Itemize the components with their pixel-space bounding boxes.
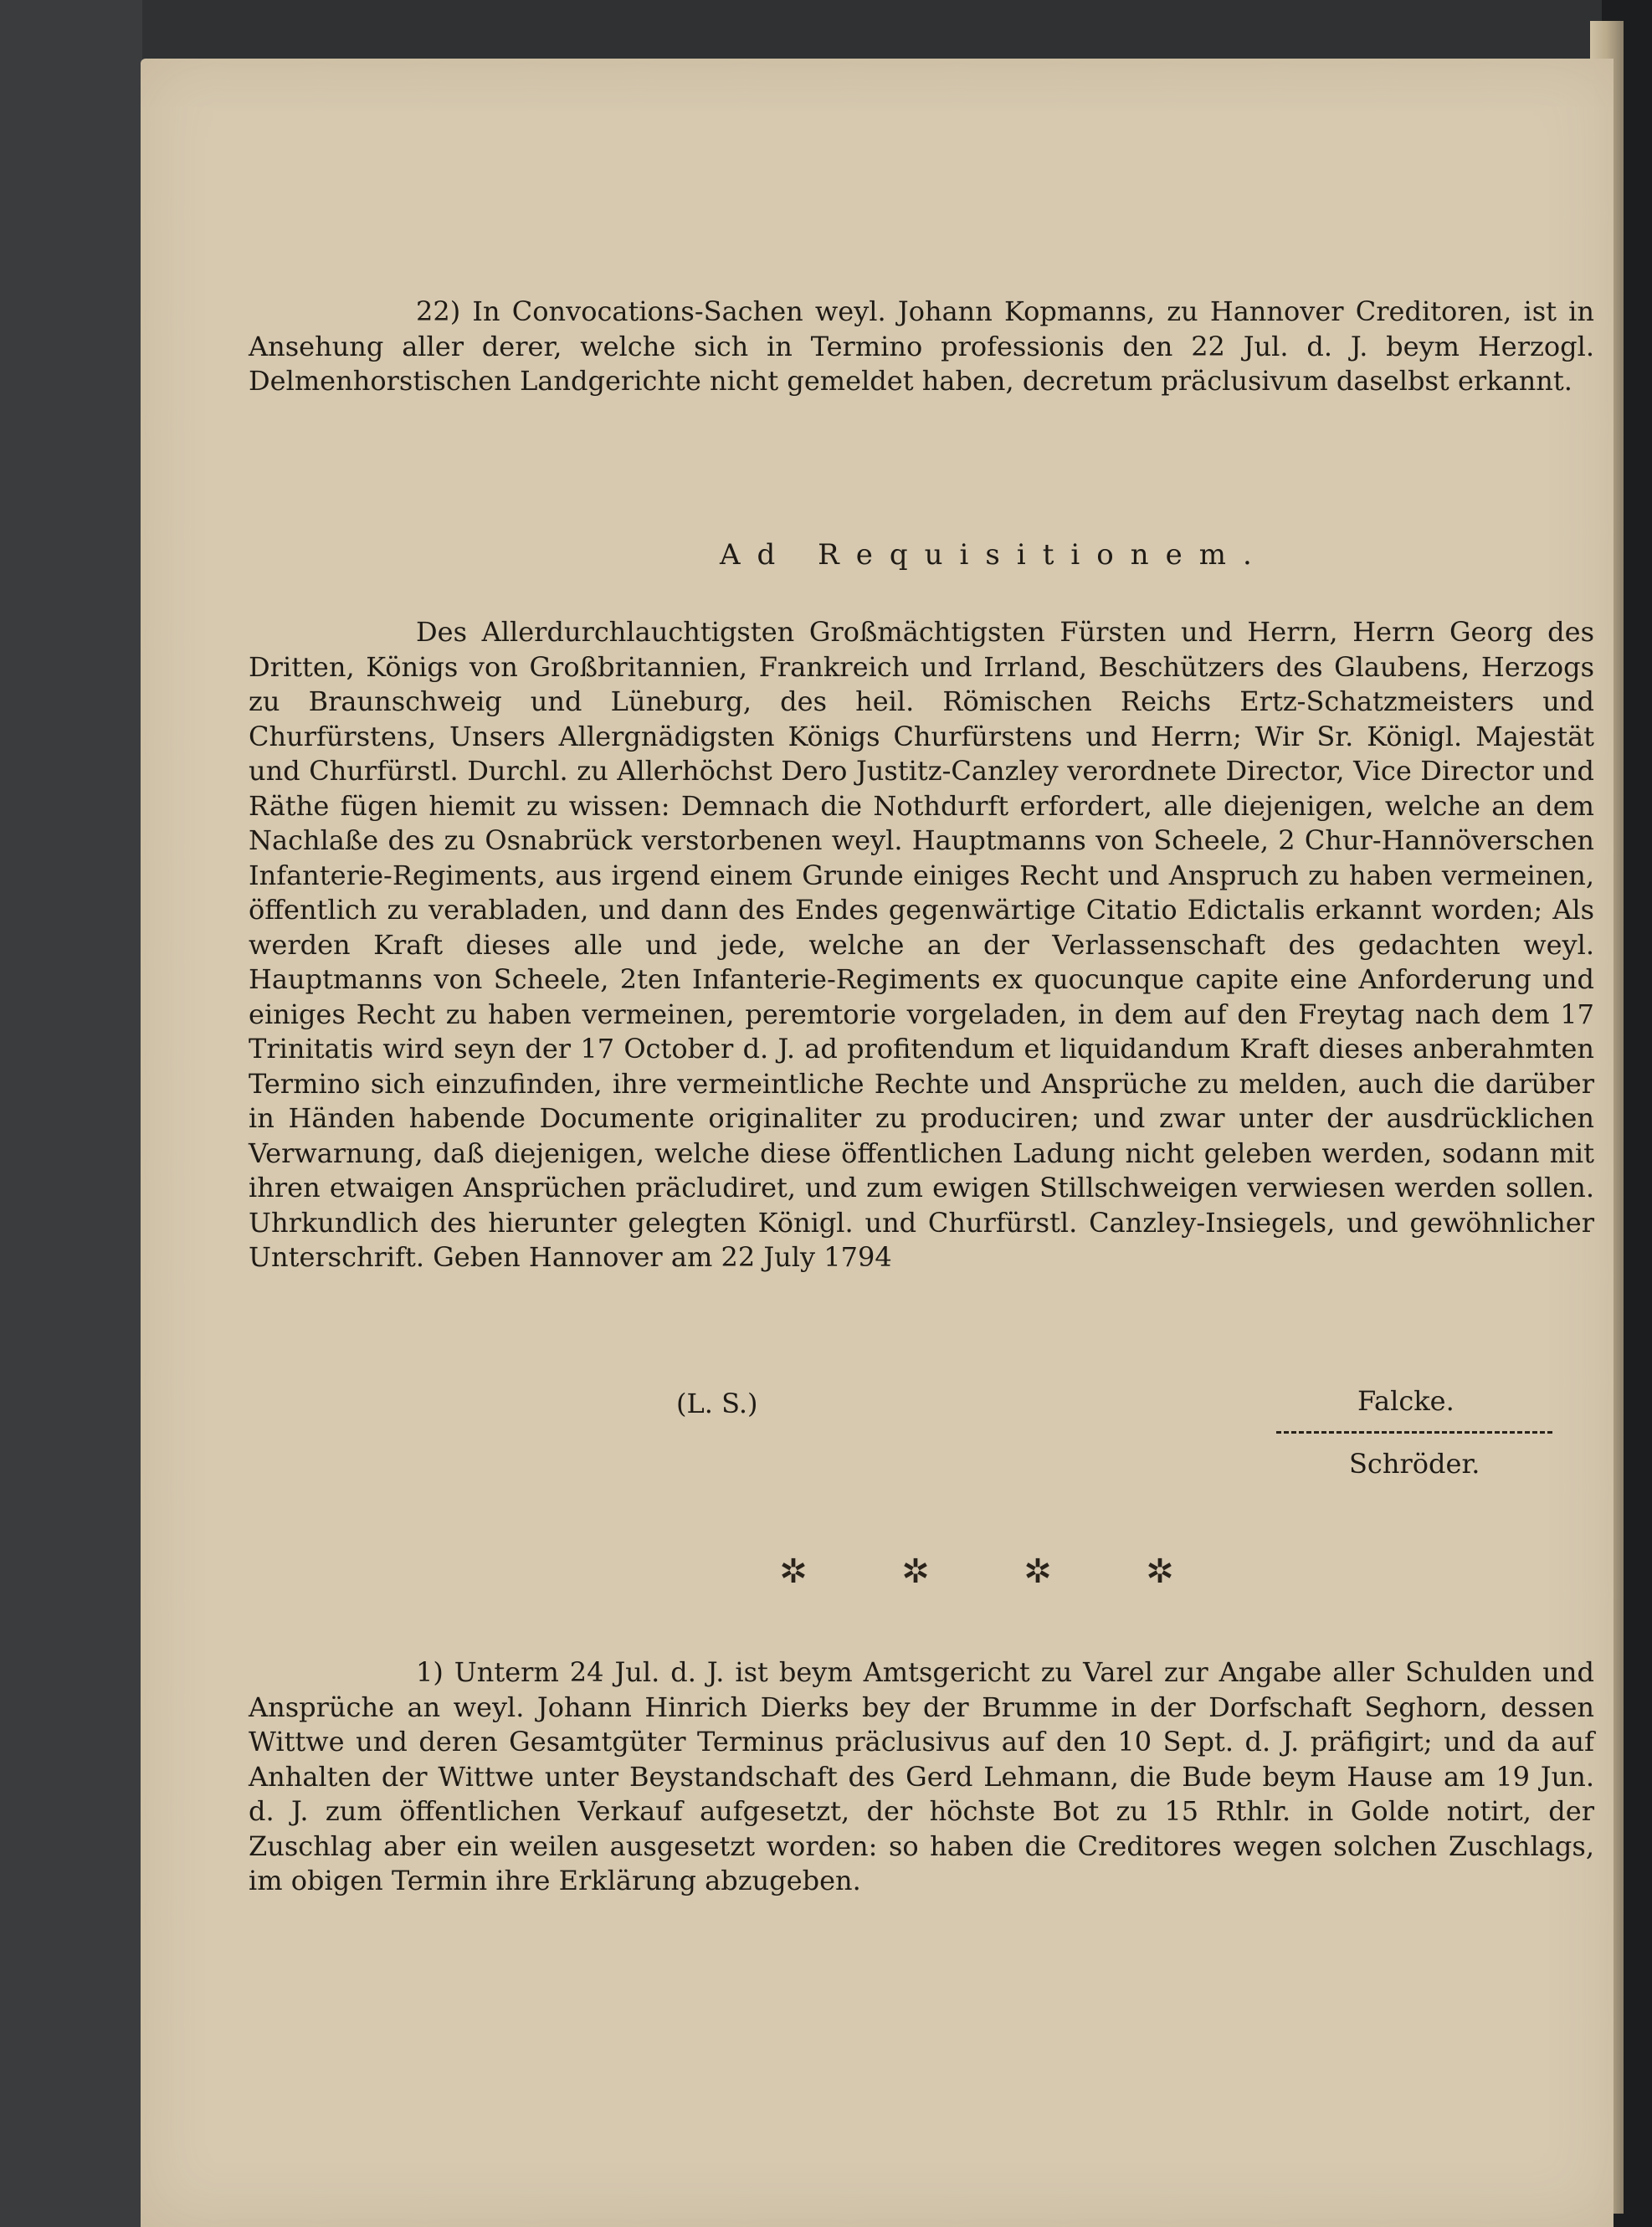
section-22-notice	[249, 295, 1594, 399]
section-1-paragraph: 1) Unterm 24 Jul. d. J. ist beym Amtsgericht zu Varel zur Angabe aller Schulden und Ansprüche an weyl. Johann Hinrich Dierks bey der Brumme in der Dorfschaft Seghorn, dessen Wittwe und deren Gesamtgüter Terminus präclusivus auf den 10 Sept. d. J. präfigirt; und da auf Anhalten der Wittwe unter Beystandschaft des Gerd Lehmann, die Bude beym Hause am 19 Jun. d. J. zum öffentlichen Verkauf aufgesetzt, der höchste Bot zu 15 Rthlr. in Golde notirt, der Zuschlag aber ein weilen ausgesetzt worden: so haben die Creditores wegen solchen Zuschlags, im obigen Termin ihre Erklärung abzugeben.	[249, 1656, 1594, 1896]
ornament-row	[778, 1552, 1175, 1591]
ornament-icon: ✲	[779, 1552, 808, 1591]
section-1-notice	[249, 1655, 1594, 1899]
signature-rule	[1276, 1431, 1552, 1434]
ornament-icon: ✲	[1024, 1552, 1052, 1591]
ornament-icon: ✲	[901, 1552, 930, 1591]
requisition-notice	[249, 615, 1594, 1275]
seal-mark: (L. S.)	[676, 1388, 758, 1419]
requisition-paragraph: Des Allerdurchlauchtigsten Großmächtigsten Fürsten und Herrn, Herrn Georg des Dritten, Königs von Großbritannien, Frankreich und Irrland, Beschützers des Glaubens, Herzogs zu Braunschweig und Lüneburg, des heil. Römischen Reichs Ertz-Schatzmeisters und Churfürstens, Unsers Allergnädigsten Königs Churfürstens und Herrn; Wir Sr. Königl. Majestät und Churfürstl. Durchl. zu Allerhöchst Dero Justitz-Canzley verordnete Director, Vice Director und Räthe fügen hiemit zu wissen: Demnach die Nothdurft erfordert, alle diejenigen, welche an dem Nachlaße des zu Osnabrück verstorbenen weyl. Hauptmanns von Scheele, 2 Chur-Hannöverschen Infanterie-Regiments, aus irgend einem Grunde einiges Recht und Anspruch zu haben vermeinen, öffentlich zu verabladen, und dann des Endes gegenwärtige Citatio Edictalis erkannt worden; Als werden Kraft dieses alle und jede, welche an der Verlassenschaft des gedachten weyl. Hauptmanns von Scheele, 2ten Infanterie-Regiments ex quocunque capite eine Anforderung und einiges Recht zu haben vermeinen, peremtorie vorgeladen, in dem auf den Freytag nach dem 17 Trinitatis wird seyn der 17 October d. J. ad profitendum et liquidandum Kraft dieses anberahmten Termino sich einzufinden, ihre vermeintliche Rechte und Ansprüche zu melden, auch die darüber in Händen habende Documente originaliter zu produciren; und zwar unter der ausdrücklichen Verwarnung, daß diejenigen, welche diese öffentlichen Ladung nicht geleben werden, sodann mit ihren etwaigen Ansprüchen präcludiret, und zum ewigen Stillschweigen verwiesen werden sollen. Uhrkundlich des hierunter gelegten Königl. und Churfürstl. Canzley-Insiegels, und gewöhnlicher Unterschrift. Geben Hannover am 22 July 1794	[249, 616, 1594, 1273]
signature-falcke: Falcke.	[1357, 1385, 1454, 1417]
signature-schroeder: Schröder.	[1349, 1448, 1480, 1480]
ornament-icon: ✲	[1146, 1552, 1174, 1591]
scan-background-left	[0, 0, 142, 2227]
section-22-paragraph: 22) In Convocations-Sachen weyl. Johann Kopmanns, zu Hannover Creditoren, ist in Ansehung aller derer, welche sich in Termino professionis den 22 Jul. d. J. beym Herzogl. Delmenhorstischen Landgerichte nicht gemeldet haben, decretum präclusivum daselbst erkannt.	[249, 295, 1594, 397]
section-heading: Ad Requisitionem.	[720, 538, 1269, 572]
